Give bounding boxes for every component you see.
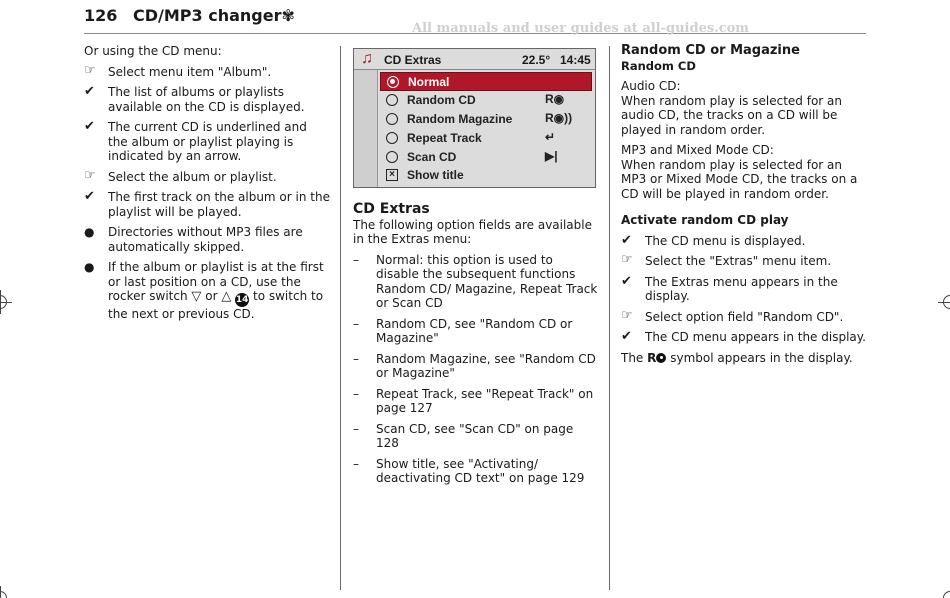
dash-icon: –	[353, 386, 359, 401]
option-normal[interactable]	[380, 72, 592, 91]
list-item	[84, 260, 330, 322]
audio-cd-text: When random play is selected for an audio CD, the tracks on a CD will be played in random order.	[621, 93, 842, 137]
option-label: Show title	[407, 168, 464, 182]
list-item	[353, 317, 599, 346]
list-item-text: Normal: this option is used to disable the subsequent functions Random CD/ Magazine, Repeat Track or Scan CD	[376, 252, 598, 310]
list-item	[621, 234, 866, 249]
hand-pointer-icon: ☞	[84, 167, 96, 183]
registration-mark-left	[0, 295, 7, 309]
list-item	[84, 120, 330, 164]
display-temperature: 22.5°	[522, 53, 551, 67]
list-item	[353, 253, 599, 311]
cd-extras-display	[353, 48, 596, 188]
scan-icon: ▶|	[545, 149, 558, 163]
list-item-text: The current CD is underlined and the album or playlist playing is indicated by an arrow.	[108, 120, 307, 163]
check-icon: ✔	[621, 232, 632, 248]
list-item-text: The CD menu is displayed.	[645, 233, 806, 248]
registration-mark-right	[943, 295, 950, 309]
dash-icon: –	[353, 421, 359, 436]
list-item-text: The list of albums or playlists available on the CD is displayed.	[108, 85, 305, 114]
option-label: Repeat Track	[407, 131, 482, 145]
list-item	[621, 330, 866, 345]
list-item-text: The first track on the album or in the playlist will be played.	[108, 190, 330, 219]
list-item	[84, 85, 330, 114]
watermark-text: All manuals and user guides at all-guides.com	[412, 21, 750, 36]
closing-text-pre: The	[621, 350, 644, 365]
page-header	[84, 4, 866, 34]
list-item-text: Show title, see "Activating/ deactivating CD text" on page 129	[376, 456, 585, 485]
list-item	[621, 307, 866, 325]
middle-intro: The following option fields are available in the Extras menu:	[353, 217, 592, 246]
bullet-icon: ●	[84, 260, 95, 274]
list-item	[353, 387, 599, 416]
option-label: Random Magazine	[407, 112, 513, 126]
check-icon: ✔	[84, 119, 95, 134]
list-item-text: The CD menu appears in the display.	[645, 330, 866, 344]
option-repeat-track[interactable]	[380, 129, 592, 148]
radio-icon	[386, 151, 398, 163]
dash-icon: –	[353, 456, 359, 471]
option-show-title[interactable]	[380, 166, 592, 185]
list-item-text: Select the album or playlist.	[108, 169, 277, 184]
repeat-icon: ↵	[545, 130, 556, 144]
random-cd-icon: R◉	[545, 92, 565, 106]
page-number: 126	[84, 6, 118, 25]
section-title-random: Random CD or Magazine	[621, 43, 800, 58]
dash-icon: –	[353, 252, 359, 267]
list-item-text: to switch to the next or previous CD.	[108, 289, 324, 321]
middle-column	[353, 202, 599, 492]
mp3-cd-label: MP3 and Mixed Mode CD:	[621, 143, 774, 157]
radio-icon	[386, 94, 398, 106]
list-item	[353, 422, 599, 451]
registration-mark-bottom-right	[943, 591, 950, 598]
callout-badge: 14	[235, 295, 249, 305]
chapter-title	[133, 6, 295, 25]
option-label: Random CD	[407, 93, 476, 107]
subsection-title-random-cd: Random CD	[621, 58, 696, 73]
left-intro: Or using the CD menu:	[84, 44, 222, 58]
display-title: CD Extras	[384, 53, 442, 67]
column-divider-2	[609, 46, 610, 590]
music-note-icon: ♫	[361, 50, 373, 67]
rocker-up-icon: △	[221, 289, 232, 304]
random-symbol-letter: R	[647, 350, 657, 365]
list-item	[84, 167, 330, 185]
list-item	[84, 62, 330, 80]
list-item-text: Random CD, see "Random CD or Magazine"	[376, 316, 573, 345]
list-item	[621, 275, 866, 304]
audio-cd-label: Audio CD:	[621, 79, 681, 93]
list-item-text: If the album or playlist is at the first or last position on a CD, use the rocker switch	[108, 260, 324, 303]
list-item-text: Repeat Track, see "Repeat Track" on page 127	[376, 386, 594, 415]
list-item	[621, 254, 866, 269]
radio-icon	[386, 132, 398, 144]
display-status-bar	[354, 49, 595, 70]
bullet-icon: ●	[84, 225, 95, 239]
random-magazine-icon: R◉))	[545, 111, 573, 125]
option-label: Normal	[408, 75, 450, 89]
rocker-down-icon: ▽	[191, 289, 202, 304]
option-random-cd[interactable]	[380, 91, 592, 110]
list-item-text: Scan CD, see "Scan CD" on page 128	[376, 421, 574, 450]
list-item-text: Random Magazine, see "Random CD or Magazine"	[376, 351, 596, 380]
display-time: 14:45	[560, 53, 591, 67]
check-icon: ✔	[84, 84, 95, 99]
snowflake-icon: ✾	[281, 6, 295, 25]
closing-sentence	[621, 351, 866, 366]
chapter-title-text: CD/MP3 changer	[133, 6, 282, 25]
option-random-magazine[interactable]	[380, 110, 592, 129]
list-item	[84, 225, 330, 254]
hand-pointer-icon: ☞	[621, 252, 633, 267]
closing-text-post: symbol appears in the display.	[670, 350, 853, 365]
hand-pointer-icon: ☞	[84, 62, 96, 78]
disc-icon	[656, 353, 666, 363]
list-item-text: Select menu item "Album".	[108, 64, 272, 79]
check-icon: ✔	[621, 273, 632, 289]
display-side-panel	[354, 70, 378, 187]
radio-icon	[386, 113, 398, 125]
right-column	[621, 44, 866, 365]
registration-mark-bottom-left	[0, 591, 7, 598]
list-item-text: Select the "Extras" menu item.	[645, 254, 832, 268]
hand-pointer-icon: ☞	[621, 307, 633, 323]
column-divider-1	[340, 46, 341, 590]
list-item-text: The Extras menu appears in the display.	[645, 274, 838, 303]
random-symbol-icon	[647, 351, 666, 365]
list-item	[353, 352, 599, 381]
section-title-cd-extras: CD Extras	[353, 201, 430, 217]
activate-random-title: Activate random CD play	[621, 213, 789, 227]
list-item-text: Select option field "Random CD".	[645, 309, 844, 324]
list-item	[84, 190, 330, 219]
mp3-cd-text: When random play is selected for an MP3 or Mixed Mode CD, the tracks on a CD will be played in random order.	[621, 157, 858, 201]
dash-icon: –	[353, 351, 359, 366]
option-label: Scan CD	[407, 150, 457, 164]
list-item	[353, 457, 599, 486]
dash-icon: –	[353, 316, 359, 331]
list-item-text: Directories without MP3 files are automatically skipped.	[108, 225, 303, 254]
left-column	[84, 44, 330, 328]
option-scan-cd[interactable]	[380, 148, 592, 167]
check-icon: ✔	[621, 329, 632, 344]
or-text: or	[205, 289, 218, 303]
radio-selected-icon	[387, 76, 399, 88]
checkbox-checked-icon: ×	[386, 169, 398, 181]
check-icon: ✔	[84, 189, 95, 204]
